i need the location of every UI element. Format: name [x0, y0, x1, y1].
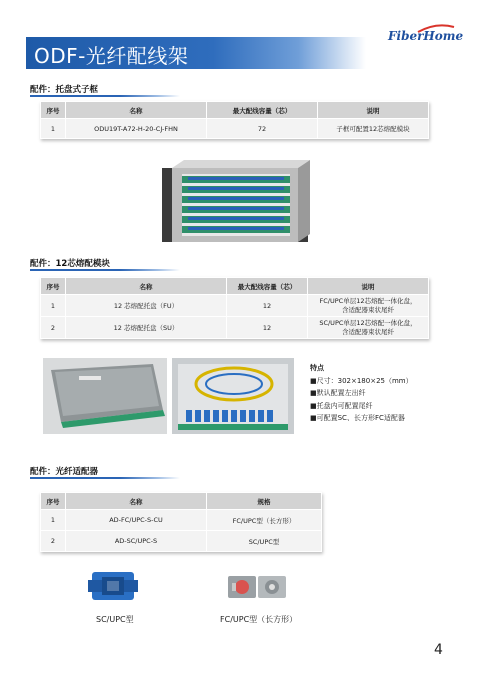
cell-note-line-1: SC/UPC单层12芯熔配一体化盘，: [319, 318, 417, 327]
sc-adapter-caption: SC/UPC型: [96, 615, 134, 624]
feature-item: ■托盘内可配置尾纤: [310, 401, 373, 410]
col-header-index: 序号: [41, 493, 66, 510]
module-features: [310, 362, 413, 425]
col-header-index: 序号: [41, 278, 66, 295]
section-heading-module: 配件：12芯熔配模块: [30, 259, 110, 269]
section-divider: [30, 95, 180, 97]
cell-name: ODU19T-A72-H-20-CJ-FHN: [66, 119, 207, 139]
table-row: [41, 531, 322, 552]
cell-name: 12 芯熔配托盘（SU）: [66, 317, 227, 339]
col-header-index: 序号: [41, 102, 66, 119]
cell-index: 2: [41, 531, 66, 552]
features-title: 特点: [310, 364, 324, 372]
adapter-table: [40, 492, 322, 552]
col-header-note: 说明: [308, 278, 429, 295]
cell-note: [308, 317, 429, 339]
col-header-capacity: 最大配线容量（芯）: [207, 102, 318, 119]
table-row: [41, 295, 429, 317]
module-tray-closed-image: [43, 358, 167, 434]
col-header-note: 说明: [318, 102, 429, 119]
cell-capacity: 12: [227, 295, 308, 317]
page-number: 4: [434, 642, 443, 658]
page-title: ODF-光纤配线架: [34, 44, 189, 68]
cell-spec: SC/UPC型: [207, 531, 322, 552]
table-row: [41, 119, 429, 139]
cell-index: 1: [41, 510, 66, 531]
col-header-spec: 规格: [207, 493, 322, 510]
cell-name: AD-FC/UPC-S-CU: [66, 510, 207, 531]
cell-note-line-2: 含适配器束状尾纤: [342, 327, 394, 336]
cell-name: AD-SC/UPC-S: [66, 531, 207, 552]
cell-note: 子框可配置12芯熔配模块: [318, 119, 429, 139]
cell-note-line-1: FC/UPC单层12芯熔配一体化盘，: [319, 296, 417, 305]
section-heading-subframe: 配件：托盘式子框: [30, 85, 99, 95]
table-row: [41, 510, 322, 531]
module-table: [40, 277, 429, 339]
sc-adapter-image: [88, 564, 138, 608]
cell-capacity: 72: [207, 119, 318, 139]
section-heading-adapter: 配件：光纤适配器: [30, 467, 99, 477]
section-divider: [30, 269, 180, 271]
col-header-name: 名称: [66, 102, 207, 119]
fc-adapter-image: [224, 566, 290, 606]
cell-name: 12 芯熔配托盘（FU）: [66, 295, 227, 317]
table-row: [41, 317, 429, 339]
cell-index: 1: [41, 119, 66, 139]
cell-capacity: 12: [227, 317, 308, 339]
subframe-table: [40, 101, 429, 139]
cell-spec: FC/UPC型（长方形）: [207, 510, 322, 531]
col-header-name: 名称: [66, 278, 227, 295]
cell-index: 2: [41, 317, 66, 339]
feature-item: ■可配置SC、长方形FC适配器: [310, 414, 405, 422]
module-tray-open-image: [172, 358, 294, 434]
brand-logo: FiberHome: [388, 29, 464, 43]
feature-item: ■默认配置左出纤: [310, 389, 366, 397]
cell-note: [308, 295, 429, 317]
odf-subframe-image: [158, 160, 314, 248]
section-divider: [30, 477, 180, 479]
feature-item: ■尺寸：302×180×25（mm）: [310, 376, 413, 385]
fc-adapter-caption: FC/UPC型（长方形）: [220, 615, 298, 624]
col-header-name: 名称: [66, 493, 207, 510]
col-header-capacity: 最大配线容量（芯）: [227, 278, 308, 295]
cell-note-line-2: 含适配器束状尾纤: [342, 305, 394, 314]
cell-index: 1: [41, 295, 66, 317]
